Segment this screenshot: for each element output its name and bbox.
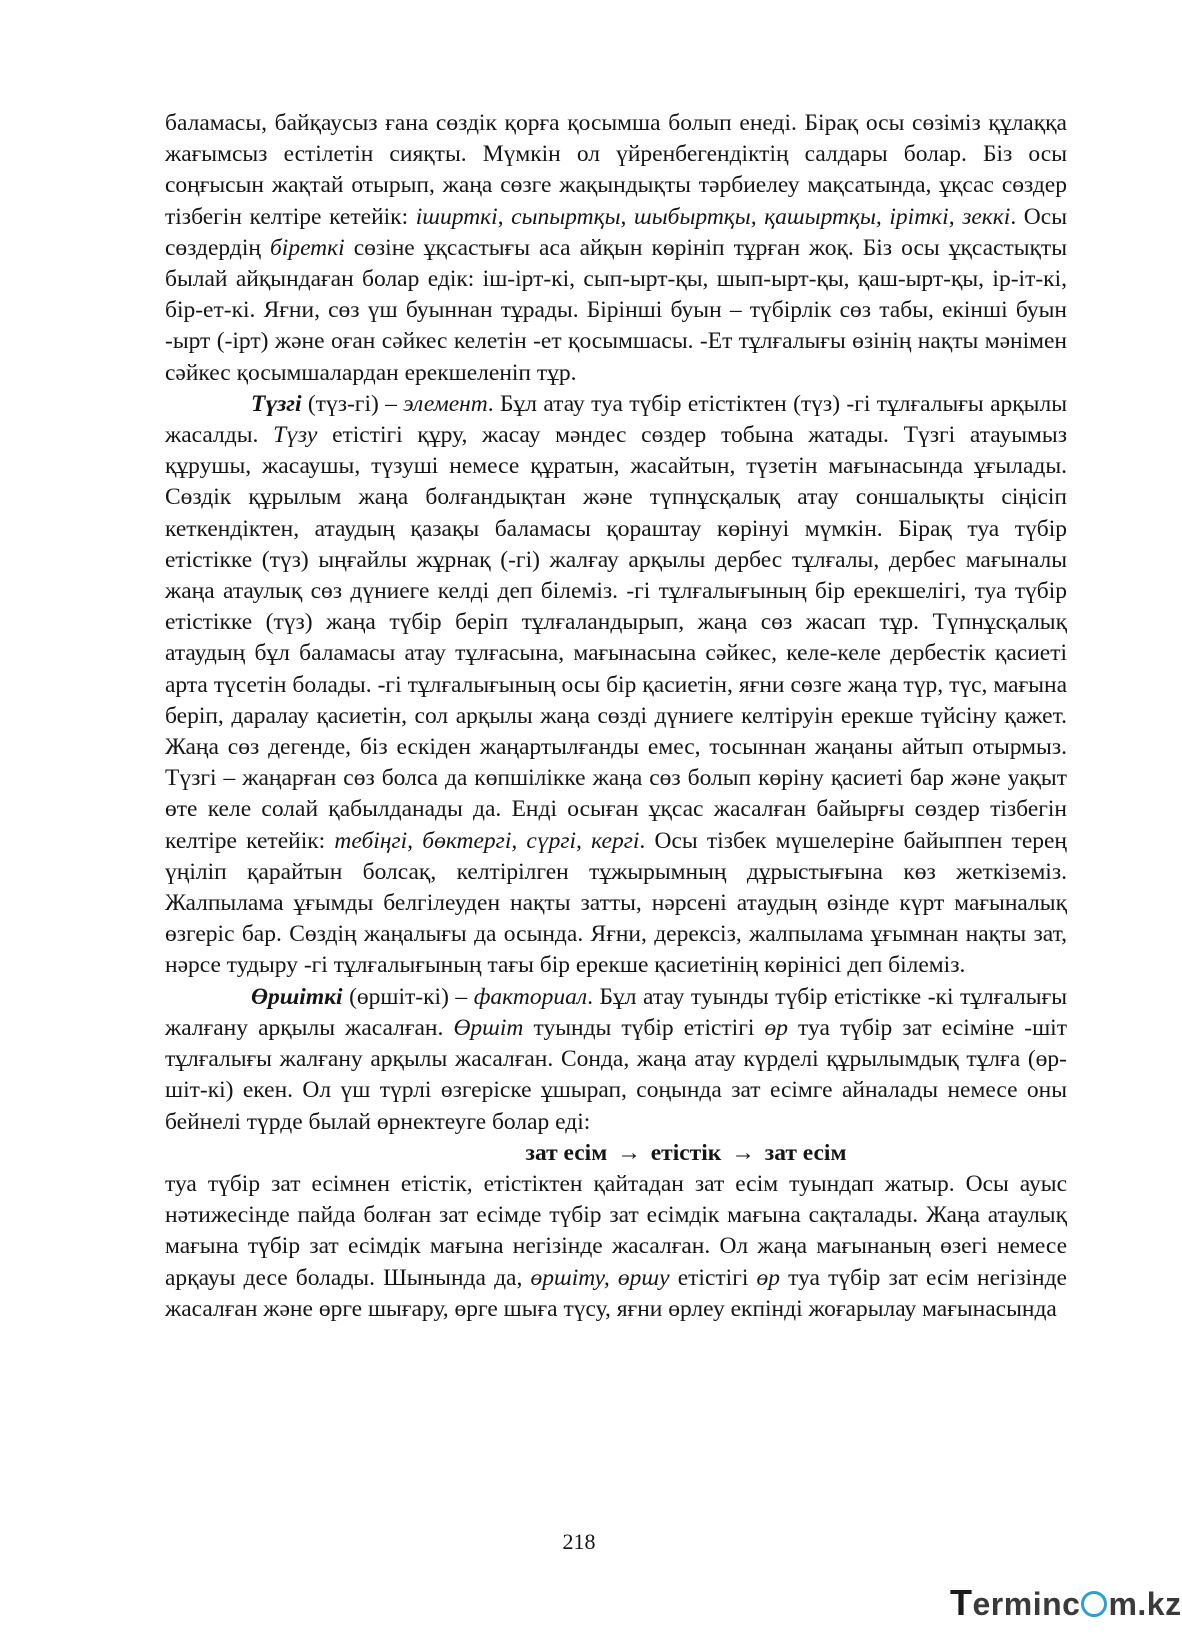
italic-examples: іширткі, сыпыртқы, шыбыртқы, қашыртқы, іріткі, зеккі xyxy=(415,203,1011,230)
text-run: (түз-гі) – xyxy=(301,390,404,417)
italic-examples: тебіңгі, бөктергі, сүргі, кергі xyxy=(334,827,640,854)
paragraph-4 xyxy=(165,1169,1067,1325)
term-heading: Өршіткі xyxy=(251,983,343,1010)
logo-letter: T xyxy=(950,1582,973,1623)
text-run: етістігі xyxy=(669,1264,757,1291)
italic-term: өр xyxy=(756,1264,781,1291)
transformation-formula xyxy=(165,1138,1067,1169)
text-run: (өршіт-кі) – xyxy=(342,983,474,1010)
text-run: етістігі құру, жасау мәндес сөздер тобына жатады. Түзгі атауымыз құрушы, жасаушы, түзуші немесе құратын, жасайтын, түзетін мағынасында ұғылады. Сөздік құрылым жаңа болғандықтан және түпнұсқалық атау соншалықты сіңісіп кеткендіктен, атаудың қазақы баламасы қораштау көрінуі мүмкін. Бірақ туа түбір етістікке (түз) ыңғайлы жұрнақ (-гі) жалғау арқылы дербес тұлғалы, дербес мағыналы жаңа атаулық сөз дүниеге келді деп білеміз. -гі тұлғалығының бір ерекшелігі, туа түбір етістікке (түз) жаңа түбір беріп тұлғаландырып, жаңа сөз жасап тұр. Түпнұсқалық атаудың бұл баламасы атау тұлғасына, мағынасына сәйкес, келе-келе дербестік қасиеті арта түсетін болады. -гі тұлғалығының осы бір қасиетін, яғни сөзге жаңа түр, түс, мағына беріп, даралау қасиетін, сол арқылы жаңа сөзді дүниеге келтіруін ерекше түйсіну қажет. Жаңа сөз дегенде, біз ескіден жаңартылғанды емес, тосыннан жаңаны айтып отырмыз. Түзгі – жаңарған сөз болса да көпшілікке жаңа сөз болып көріну қасиеті бар және уақыт өте келе солай қабылданады да. Енді осыған ұқсас жасалған байырғы сөздер тізбегін келтіре кетейік: xyxy=(165,422,1067,854)
formula-word: зат есім xyxy=(764,1139,847,1166)
logo-text: m.kz xyxy=(1108,1586,1182,1622)
text-run: сөзіне ұқсастығы аса айқын көрініп тұрған жоқ. Біз осы ұқсастықты былай айқындаған болар едік: іш-ірт-кі, сып-ырт-қы, шып-ырт-қы, қаш-ырт-қы, ір-іт-кі, бір-ет-кі. Яғни, сөз үш буыннан тұрады. Бірінші буын – түбірлік сөз табы, екінші буын -ырт (-ірт) және оған сәйкес келетін -ет қосымшасы. -Ет тұлғалығы өзінің нақты мәнімен сәйкес қосымшалардан ерекшеленіп тұр. xyxy=(165,234,1067,386)
italic-term: Түзу xyxy=(273,422,318,449)
text-run: туа түбір зат есіміне -шіт тұлғалығы жалғану арқылы жасалған. Сонда, жаңа атау күрделі құрылымдық тұлға (өр-шіт-кі) екен. Ол үш түрлі өзгеріске ұшырап, соңында зат есімге айналады немесе оны бейнелі түрде былай өрнектеуге болар еді: xyxy=(165,1014,1067,1135)
paragraph-tuzgi xyxy=(165,389,1067,982)
formula-word: етістік xyxy=(650,1139,722,1166)
paragraph-orshitki xyxy=(165,982,1067,1138)
text-run: туынды түбір етістігі xyxy=(523,1014,765,1041)
text-run: туа түбір зат есім негізінде жасалған және өрге шығару, өрге шыға түсу, яғни өрлеу екпінді жоғарылау мағынасында xyxy=(165,1264,1067,1322)
italic-term: біреткі xyxy=(269,234,345,261)
text-run: . Бұл атау туа түбір етістіктен (түз) -гі тұлғалығы арқылы жасалды. xyxy=(165,390,1067,449)
text-run: . Осы тізбек мүшелеріне байыппен терең үңіліп қарайтын болсақ, келтірілген тұжырымның дұрыстығына көз жеткіземіз. Жалпылама ұғымды белгілеуден нақты затты, нәрсені атаудың өзінде күрт мағыналық өзгеріс бар. Сөздің жаңалығы да осында. Яғни, дерексіз, жалпылама ұғымнан нақты зат, нәрсе тудыру -гі тұлғалығының тағы бір ерекше қасиетінің көрінісі деп білеміз. xyxy=(165,827,1068,979)
logo-circle-icon xyxy=(1081,1591,1107,1617)
paragraph-1 xyxy=(165,108,1067,389)
arrow-right-icon: → xyxy=(617,1139,641,1166)
page-number: 218 xyxy=(562,1529,596,1554)
italic-term: факториал xyxy=(473,983,588,1010)
text-run: баламасы, байқаусыз ғана сөздік қорға қосымша болып енеді. Бірақ осы сөзіміз құлаққа жағымсыз естілетін сияқты. Мүмкін ол үйренбегендіктің салдары болар. Біз осы соңғысын жақтай отырып, жаңа сөзге жақындықты тәрбиелеу мақсатында, ұқсас сөздер тізбегін келтіре кетейік: xyxy=(165,110,1067,230)
italic-term: өр xyxy=(764,1014,788,1041)
logo-text: erminc xyxy=(972,1586,1081,1622)
text-run: туа түбір зат есімнен етістік, етістіктен қайтадан зат есім туындап жатыр. Осы ауыс нәтижесінде пайда болған зат есімде түбір зат есімдік мағына сақталады. Жаңа атаулық мағына түбір зат есімдік мағына негізінде жасалған. Ол жаңа мағынаның өзегі немесе арқауы десе болады. Шынында да, xyxy=(165,1170,1067,1291)
arrow-right-icon: → xyxy=(731,1139,755,1166)
italic-term: Өршіт xyxy=(453,1014,524,1041)
text-run: . Осы сөздердің xyxy=(165,203,1067,261)
italic-term: өршіту, өршу xyxy=(530,1264,670,1291)
formula-word: зат есім xyxy=(525,1139,608,1166)
termincom-logo xyxy=(950,1582,1182,1622)
italic-term: элемент xyxy=(403,390,488,417)
text-run: . Бұл атау туынды түбір етістікке -кі тұлғалығы жалғану арқылы жасалған. xyxy=(165,983,1067,1041)
body-text xyxy=(165,108,1067,1325)
term-heading: Түзгі xyxy=(251,390,302,417)
